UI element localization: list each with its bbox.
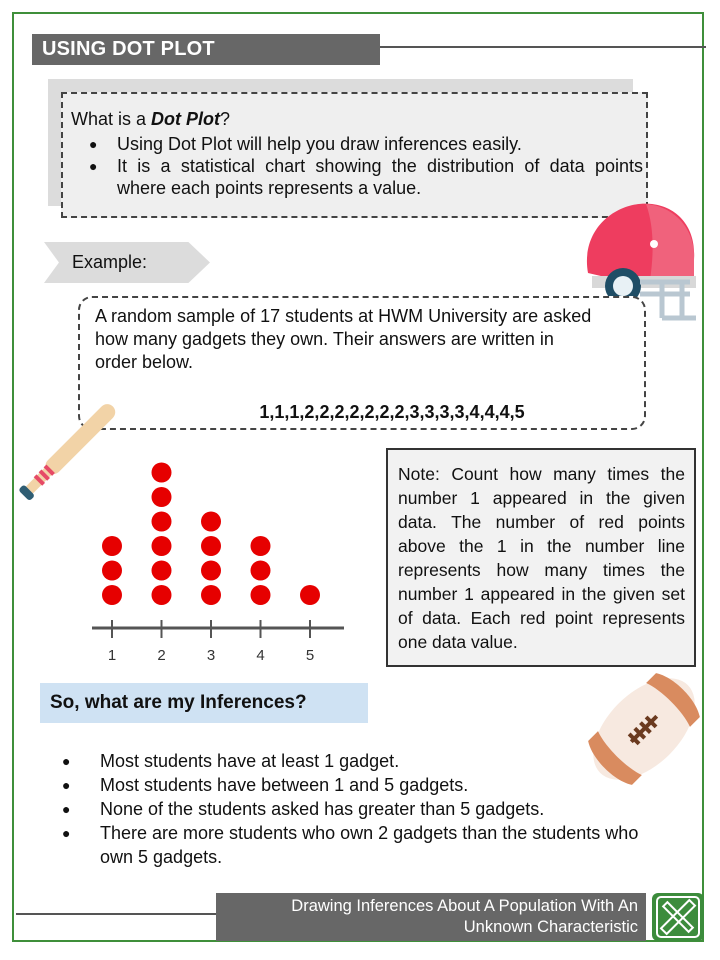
inference-item: ● None of the students asked has greater than 5 gadgets. — [44, 797, 664, 821]
data-dot — [251, 561, 271, 581]
data-dot — [102, 561, 122, 581]
data-dot — [201, 512, 221, 532]
sample-data: 1,1,1,2,2,2,2,2,2,2,3,3,3,3,4,4,4,5 — [259, 402, 525, 422]
data-dot — [152, 487, 172, 507]
pencil-ruler-logo-icon — [650, 891, 706, 943]
data-dot — [152, 536, 172, 556]
title-divider — [380, 46, 706, 48]
inference-item: ● There are more students who own 2 gadgets than the students who own 5 gadgets. — [44, 821, 664, 869]
data-dot — [152, 561, 172, 581]
data-dot — [152, 512, 172, 532]
tick-label: 1 — [107, 647, 117, 664]
sample-description: A random sample of 17 students at HWM University are asked how many gadgets they own. Their answers are written in order below. — [95, 306, 592, 372]
tick-label: 5 — [305, 647, 315, 664]
data-dot — [251, 536, 271, 556]
tick-label: 4 — [256, 647, 265, 664]
definition-bullet: ● Using Dot Plot will help you draw inferences easily. — [69, 133, 643, 155]
footer-title — [216, 893, 646, 941]
definition-bullet: ● It is a statistical chart showing the distribution of data points where each points represents a value. — [69, 155, 643, 199]
data-dot — [152, 585, 172, 605]
footer-line-1: Drawing Inferences About A Population With An — [291, 897, 638, 915]
data-dot — [102, 536, 122, 556]
sample-box — [78, 296, 646, 430]
data-dot — [102, 585, 122, 605]
tick-label: 2 — [157, 647, 166, 664]
data-dot — [201, 561, 221, 581]
definition-term: Dot Plot — [151, 109, 221, 129]
example-label: Example: — [72, 252, 148, 272]
footer-line-2: Unknown Characteristic — [463, 918, 638, 936]
definition-box — [61, 92, 648, 218]
inferences-list — [44, 749, 664, 869]
data-dot — [251, 585, 271, 605]
dot-plot — [88, 460, 358, 670]
data-dot — [152, 463, 172, 483]
data-dot — [300, 585, 320, 605]
football-icon — [582, 668, 706, 790]
data-dot — [201, 585, 221, 605]
inferences-heading: So, what are my Inferences? — [40, 683, 368, 723]
inference-item: ● Most students have at least 1 gadget. — [44, 749, 664, 773]
definition-question: What is a Dot Plot? — [71, 109, 231, 129]
note-box: Note: Count how many times the number 1 appeared in the given data. The number of red points above the 1 in the number line represents how many times the number 1 appeared in the given set of data. Each red point represents one data value. — [386, 448, 696, 667]
inference-item: ● Most students have between 1 and 5 gadgets. — [44, 773, 664, 797]
footer-divider — [16, 913, 216, 915]
data-dot — [201, 536, 221, 556]
page-title: USING DOT PLOT — [32, 34, 380, 65]
definition-list — [69, 133, 643, 199]
tick-label: 3 — [206, 647, 216, 664]
